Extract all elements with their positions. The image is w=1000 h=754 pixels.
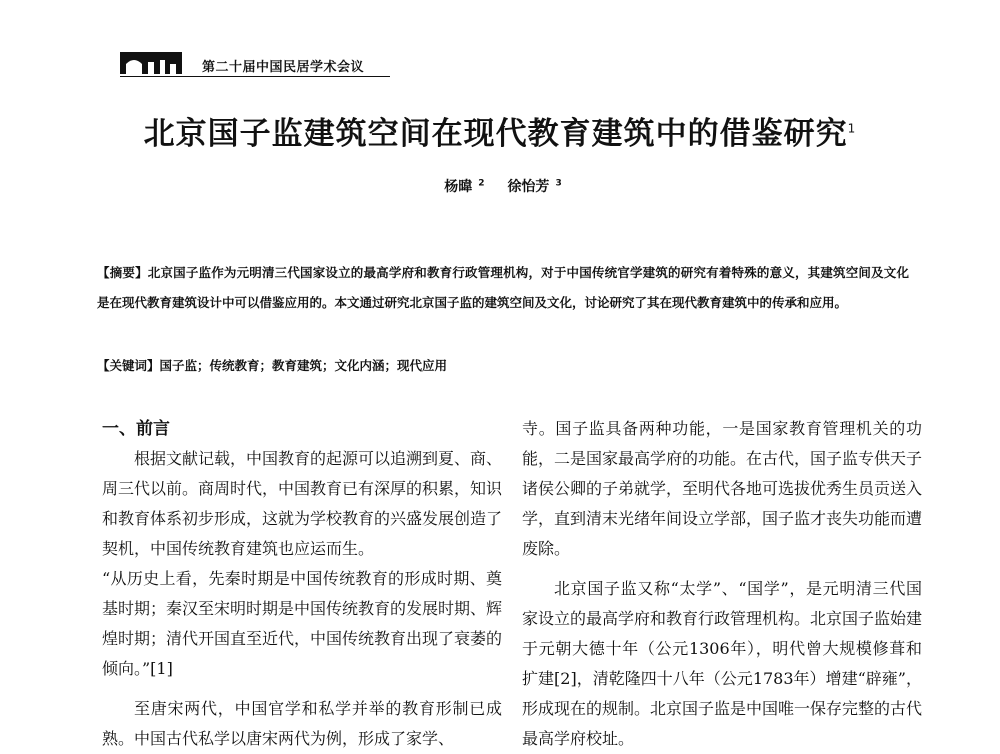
- paragraph: 至唐宋两代，中国官学和私学并举的教育形制已成熟。中国古代私学以唐宋两代为例，形成了家学、: [102, 699, 502, 748]
- section-heading: 一、前言: [102, 419, 170, 439]
- paper-title-text: 北京国子监建筑空间在现代教育建筑中的借鉴研究: [143, 116, 848, 152]
- author-list: [0, 176, 1000, 196]
- header-divider: [120, 76, 390, 77]
- abstract: 【摘要】北京国子监作为元明清三代国家设立的最高学府和教育行政管理机构，对于中国传统官学建筑的研究有着特殊的意义，其建筑空间及文化是在现代教育建筑设计中可以借鉴应用的。本文通过研究北京国子监的建筑空间及文化，讨论研究了其在现代教育建筑中的传承和应用。: [97, 265, 909, 310]
- paper-title: [0, 108, 1000, 153]
- keywords: 【关键词】国子监；传统教育；教育建筑；文化内涵；现代应用: [97, 358, 448, 373]
- author-name: 徐怡芳: [507, 179, 550, 195]
- quote-paragraph: “从历史上看，先秦时期是中国传统教育的形成时期、奠基时期；秦汉至宋明时期是中国传统教育的发展时期、辉煌时期；清代开国直至近代，中国传统教育出现了衰萎的倾向。”[1]: [102, 569, 503, 678]
- author: [501, 179, 561, 195]
- paragraph: 寺。国子监具备两种功能，一是国家教育管理机关的功能，二是国家最高学府的功能。在古代，国子监专供天子诸侯公卿的子弟就学，至明代各地可选拔优秀生员贡送入学，直到清末光绪年间设立学部，国子监才丧失功能而遭废除。: [522, 419, 923, 558]
- conference-name: 第二十届中国民居学术会议: [202, 60, 365, 75]
- author-footnote-mark: 3: [555, 178, 562, 189]
- conference-logo-icon: [120, 52, 182, 74]
- author-footnote-mark: 2: [478, 178, 485, 189]
- right-column: [522, 414, 922, 754]
- paragraph: 北京国子监又称“太学”、“国学”，是元明清三代国家设立的最高学府和教育行政管理机构。北京国子监始建于元朝大德十年（公元1306年），明代曾大规模修葺和扩建[2]，清乾隆四十八年（公元1783年）增建“辟雍”，形成现在的规制。北京国子监是中国唯一保存完整的古代最高学府校址。: [522, 579, 923, 748]
- author: [438, 179, 484, 195]
- title-footnote-mark: 1: [847, 121, 857, 136]
- left-column: [102, 414, 502, 754]
- paragraph: 根据文献记载，中国教育的起源可以追溯到夏、商、周三代以前。商周时代，中国教育已有深厚的积累，知识和教育体系初步形成，这就为学校教育的兴盛发展创造了契机，中国传统教育建筑也应运而生。: [102, 449, 503, 558]
- author-name: 杨暐: [444, 179, 473, 195]
